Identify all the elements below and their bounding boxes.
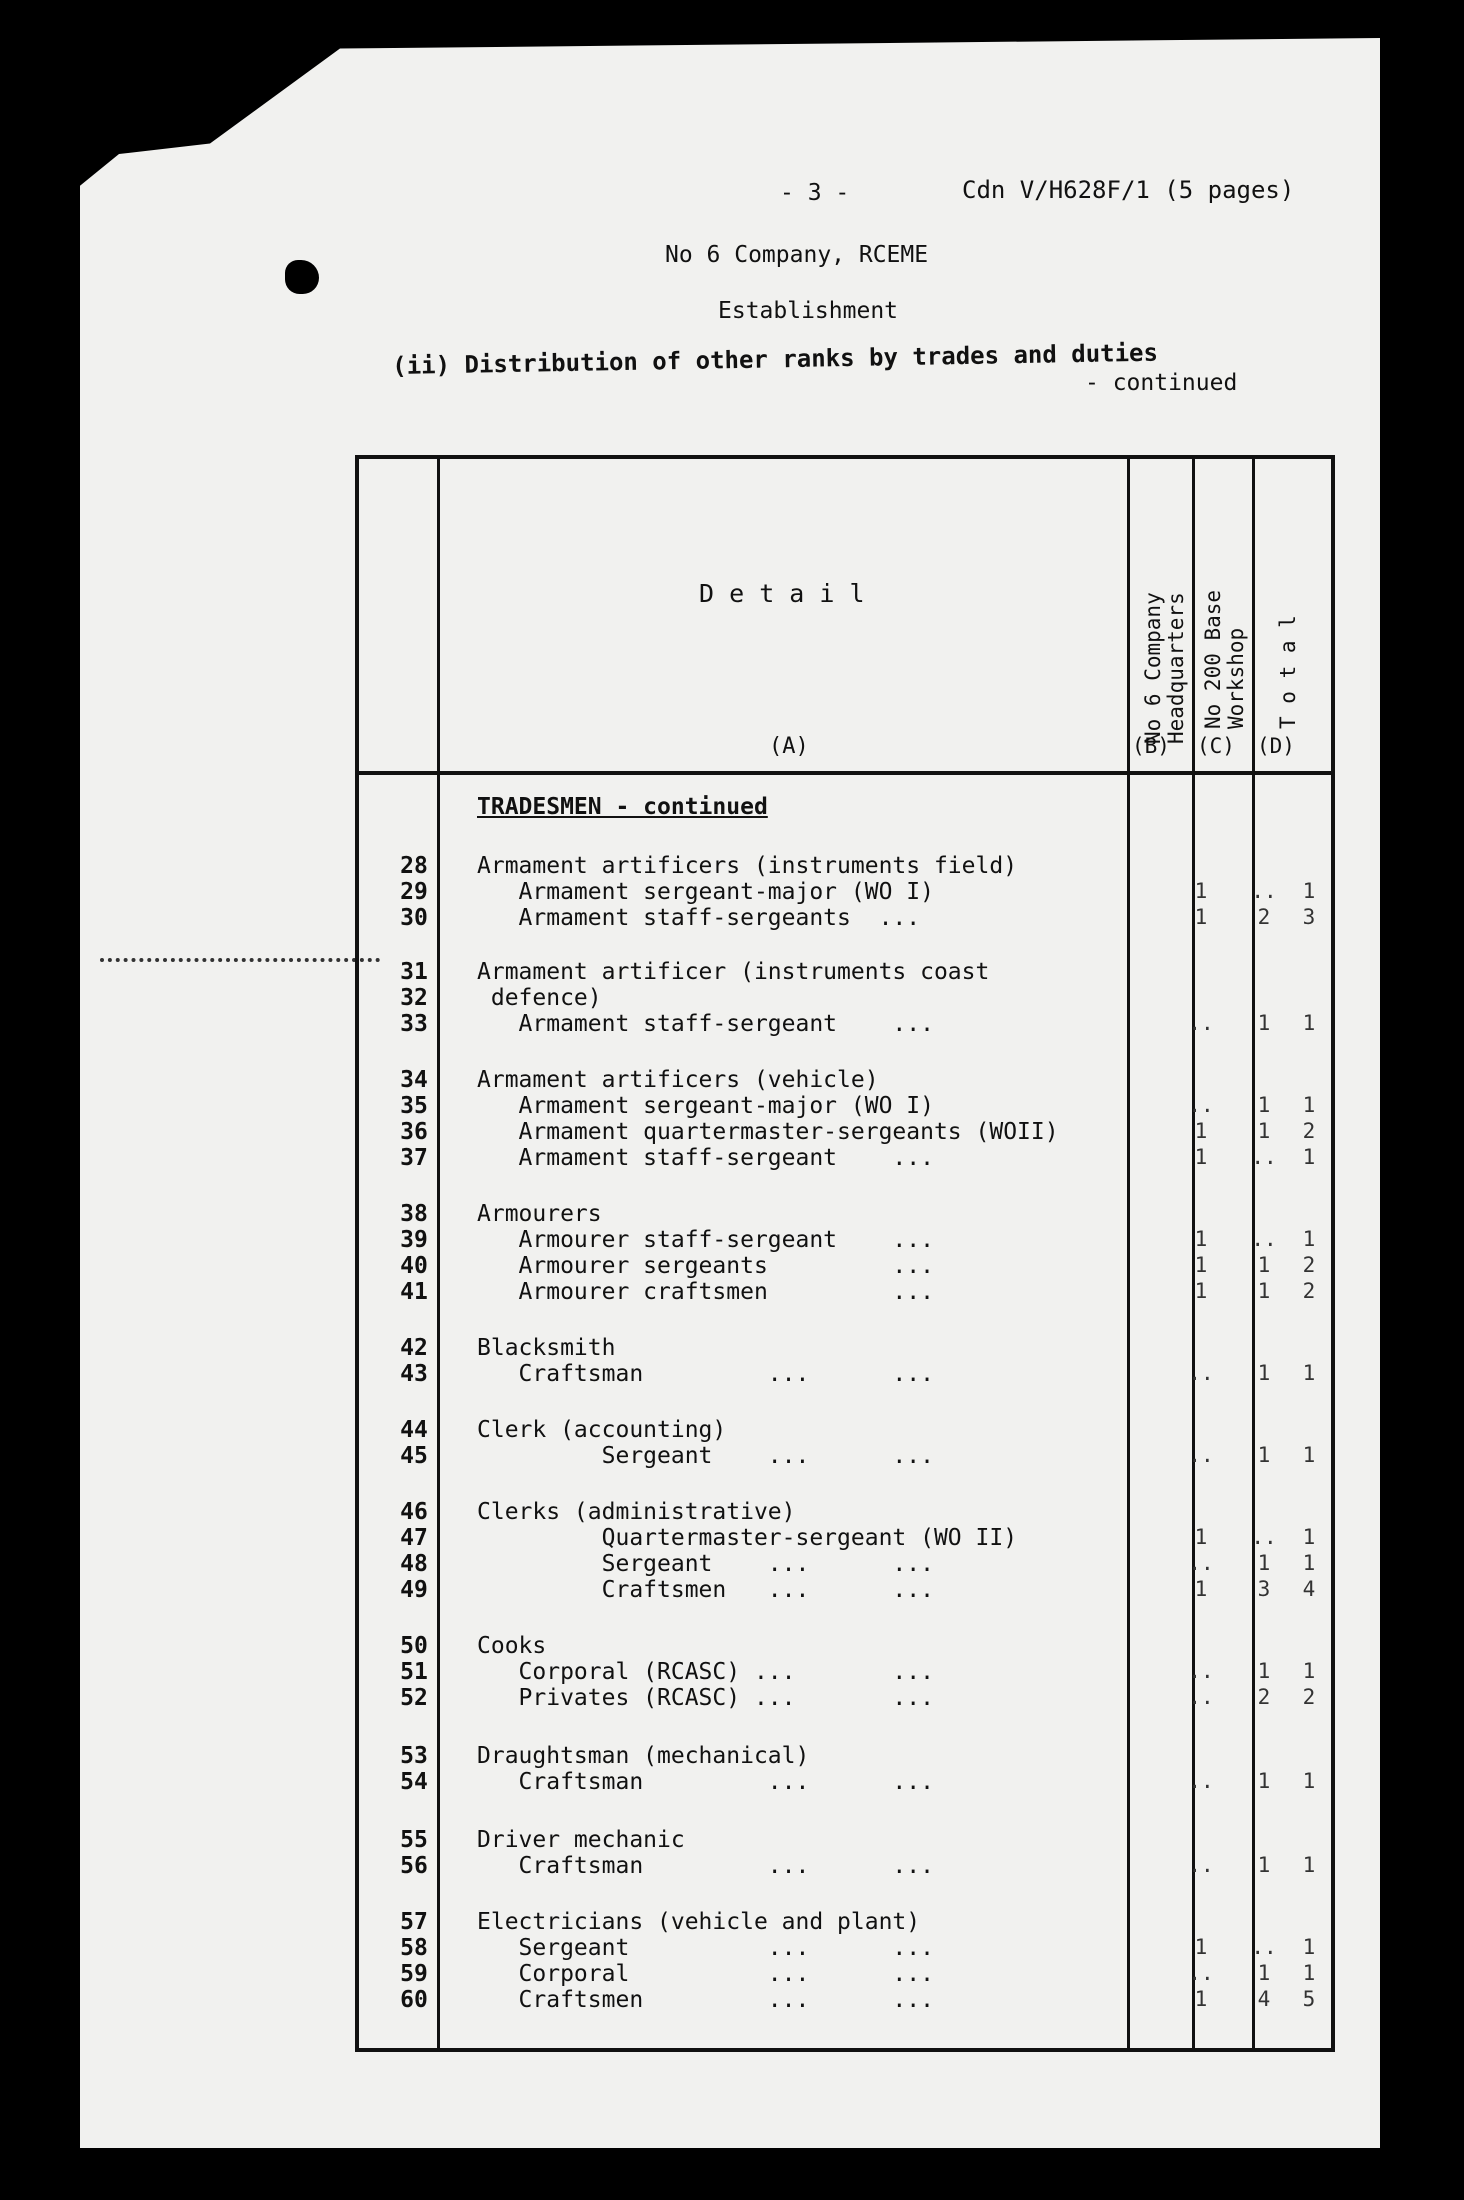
row-value-d: 4 — [1302, 1577, 1316, 1601]
column-d-label: (D) — [1257, 734, 1295, 758]
row-value-d: 1 — [1302, 1961, 1316, 1985]
row-number: 46 — [400, 1499, 428, 1525]
row-value-c: 1 — [1257, 1961, 1271, 1985]
row-detail: Armament staff-sergeants ... — [477, 905, 921, 931]
row-value-d: 2 — [1302, 1253, 1316, 1277]
row-number: 41 — [400, 1279, 428, 1305]
row-number: 45 — [400, 1443, 428, 1469]
row-value-d: 1 — [1302, 1525, 1316, 1549]
row-value-d: 1 — [1302, 1227, 1316, 1251]
row-detail: Armament artificer (instruments coast — [477, 959, 990, 985]
row-value-d: 1 — [1302, 1145, 1316, 1169]
row-detail: Clerk (accounting) — [477, 1417, 727, 1443]
row-value-b: .. — [1188, 1011, 1214, 1035]
row-value-d: 2 — [1302, 1685, 1316, 1709]
row-detail: Craftsman ... ... — [477, 1853, 934, 1879]
row-value-d: 2 — [1302, 1279, 1316, 1303]
row-number: 28 — [400, 853, 428, 879]
column-d-header: T o t a l — [1276, 615, 1300, 729]
row-value-b: 1 — [1194, 1119, 1208, 1143]
row-number: 49 — [400, 1577, 428, 1603]
row-detail: Blacksmith — [477, 1335, 616, 1361]
row-value-c: 3 — [1257, 1577, 1271, 1601]
row-value-c: 1 — [1257, 1279, 1271, 1303]
row-value-c: .. — [1251, 1935, 1277, 1959]
row-value-b: .. — [1188, 1361, 1214, 1385]
row-detail: Cooks — [477, 1633, 547, 1659]
row-detail: Craftsmen ... ... — [477, 1987, 934, 2013]
section-title: (ii) Distribution of other ranks by trades and duties — [392, 338, 1159, 380]
row-value-d: 1 — [1302, 879, 1316, 903]
row-value-c: 1 — [1257, 1659, 1271, 1683]
row-detail: Driver mechanic — [477, 1827, 685, 1853]
row-detail: Craftsman ... ... — [477, 1361, 934, 1387]
row-number: 53 — [400, 1743, 428, 1769]
row-value-b: 1 — [1194, 1227, 1208, 1251]
row-value-c: 1 — [1257, 1119, 1271, 1143]
row-number: 31 — [400, 959, 428, 985]
row-value-d: 3 — [1302, 905, 1316, 929]
row-detail: Privates (RCASC) ... ... — [477, 1685, 934, 1711]
row-detail: Armourer sergeants ... — [477, 1253, 934, 1279]
row-number: 60 — [400, 1987, 428, 2013]
row-number: 57 — [400, 1909, 428, 1935]
row-detail: Armourers — [477, 1201, 602, 1227]
row-value-d: 1 — [1302, 1769, 1316, 1793]
row-detail: Sergeant ... ... — [477, 1935, 934, 1961]
punch-hole — [285, 260, 319, 294]
row-value-b: .. — [1188, 1685, 1214, 1709]
row-value-c: 1 — [1257, 1361, 1271, 1385]
row-detail: Armament quartermaster-sergeants (WOII) — [477, 1119, 1059, 1145]
row-detail: Armament sergeant-major (WO I) — [477, 1093, 934, 1119]
row-number: 55 — [400, 1827, 428, 1853]
row-number: 47 — [400, 1525, 428, 1551]
row-value-c: 1 — [1257, 1253, 1271, 1277]
row-number: 50 — [400, 1633, 428, 1659]
row-detail: Armourer staff-sergeant ... — [477, 1227, 934, 1253]
document-reference: Cdn V/H628F/1 (5 pages) — [962, 176, 1295, 204]
row-detail: Armament artificers (instruments field) — [477, 853, 1018, 879]
row-number: 59 — [400, 1961, 428, 1987]
row-number: 34 — [400, 1067, 428, 1093]
row-value-b: 1 — [1194, 879, 1208, 903]
row-number: 54 — [400, 1769, 428, 1795]
row-value-c: 1 — [1257, 1011, 1271, 1035]
row-detail: Corporal ... ... — [477, 1961, 934, 1987]
row-value-b: 1 — [1194, 1145, 1208, 1169]
row-value-b: .. — [1188, 1769, 1214, 1793]
row-number: 39 — [400, 1227, 428, 1253]
row-value-c: .. — [1251, 879, 1277, 903]
row-value-b: 1 — [1194, 1577, 1208, 1601]
row-value-b: .. — [1188, 1443, 1214, 1467]
row-detail: Quartermaster-sergeant (WO II) — [477, 1525, 1018, 1551]
row-value-b: 1 — [1194, 905, 1208, 929]
dotted-mark — [100, 958, 380, 962]
row-value-c: 4 — [1257, 1987, 1271, 2011]
row-value-c: 1 — [1257, 1093, 1271, 1117]
row-number: 42 — [400, 1335, 428, 1361]
row-value-c: .. — [1251, 1227, 1277, 1251]
row-number: 33 — [400, 1011, 428, 1037]
row-value-c: .. — [1251, 1145, 1277, 1169]
distribution-table — [355, 455, 1335, 2052]
section-heading: TRADESMEN - continued — [477, 794, 768, 820]
row-value-b: .. — [1188, 1093, 1214, 1117]
row-value-d: 1 — [1302, 1093, 1316, 1117]
row-detail: Draughtsman (mechanical) — [477, 1743, 810, 1769]
row-number: 40 — [400, 1253, 428, 1279]
row-value-b: 1 — [1194, 1935, 1208, 1959]
row-detail: Craftsmen ... ... — [477, 1577, 934, 1603]
column-a-label: (A) — [769, 734, 809, 759]
column-b-label: (B) — [1132, 734, 1170, 758]
column-c-label: (C) — [1197, 734, 1235, 758]
row-detail: Sergeant ... ... — [477, 1551, 934, 1577]
row-number: 56 — [400, 1853, 428, 1879]
row-detail: Sergeant ... ... — [477, 1443, 934, 1469]
row-number: 52 — [400, 1685, 428, 1711]
row-number: 32 — [400, 985, 428, 1011]
row-value-b: 1 — [1194, 1279, 1208, 1303]
row-number: 29 — [400, 879, 428, 905]
row-number: 30 — [400, 905, 428, 931]
row-detail: Corporal (RCASC) ... ... — [477, 1659, 934, 1685]
company-title: No 6 Company, RCEME — [665, 242, 929, 268]
row-value-d: 1 — [1302, 1443, 1316, 1467]
row-value-d: 2 — [1302, 1119, 1316, 1143]
row-value-c: 2 — [1257, 905, 1271, 929]
row-detail: defence) — [477, 985, 602, 1011]
row-value-c: 1 — [1257, 1769, 1271, 1793]
section-continued: - continued — [1085, 370, 1238, 396]
row-value-b: 1 — [1194, 1253, 1208, 1277]
row-value-d: 1 — [1302, 1853, 1316, 1877]
row-detail: Clerks (administrative) — [477, 1499, 796, 1525]
row-value-d: 1 — [1302, 1551, 1316, 1575]
column-c-header: No 200 Base Workshop — [1201, 589, 1248, 729]
row-value-d: 1 — [1302, 1659, 1316, 1683]
row-detail: Armourer craftsmen ... — [477, 1279, 934, 1305]
row-value-b: .. — [1188, 1659, 1214, 1683]
row-value-c: 1 — [1257, 1551, 1271, 1575]
row-detail: Armament artificers (vehicle) — [477, 1067, 879, 1093]
row-value-c: 1 — [1257, 1853, 1271, 1877]
row-value-b: .. — [1188, 1853, 1214, 1877]
row-number: 37 — [400, 1145, 428, 1171]
detail-column-header: D e t a i l — [699, 579, 865, 608]
row-value-b: .. — [1188, 1551, 1214, 1575]
row-detail: Armament staff-sergeant ... — [477, 1145, 934, 1171]
row-value-b: 1 — [1194, 1987, 1208, 2011]
row-number: 44 — [400, 1417, 428, 1443]
row-value-d: 1 — [1302, 1935, 1316, 1959]
row-value-c: .. — [1251, 1525, 1277, 1549]
row-value-b: 1 — [1194, 1525, 1208, 1549]
row-number: 36 — [400, 1119, 428, 1145]
row-number: 58 — [400, 1935, 428, 1961]
column-b-header: No 6 Company Headquarters — [1141, 592, 1188, 744]
row-number: 51 — [400, 1659, 428, 1685]
row-number: 35 — [400, 1093, 428, 1119]
row-detail: Electricians (vehicle and plant) — [477, 1909, 921, 1935]
row-value-d: 5 — [1302, 1987, 1316, 2011]
row-number: 48 — [400, 1551, 428, 1577]
establishment-title: Establishment — [718, 298, 899, 324]
row-value-c: 1 — [1257, 1443, 1271, 1467]
row-number: 43 — [400, 1361, 428, 1387]
row-value-c: 2 — [1257, 1685, 1271, 1709]
row-detail: Armament sergeant-major (WO I) — [477, 879, 934, 905]
row-number: 38 — [400, 1201, 428, 1227]
page-number: - 3 - — [780, 180, 850, 206]
row-value-d: 1 — [1302, 1361, 1316, 1385]
row-detail: Armament staff-sergeant ... — [477, 1011, 934, 1037]
row-value-b: .. — [1188, 1961, 1214, 1985]
row-detail: Craftsman ... ... — [477, 1769, 934, 1795]
row-value-d: 1 — [1302, 1011, 1316, 1035]
